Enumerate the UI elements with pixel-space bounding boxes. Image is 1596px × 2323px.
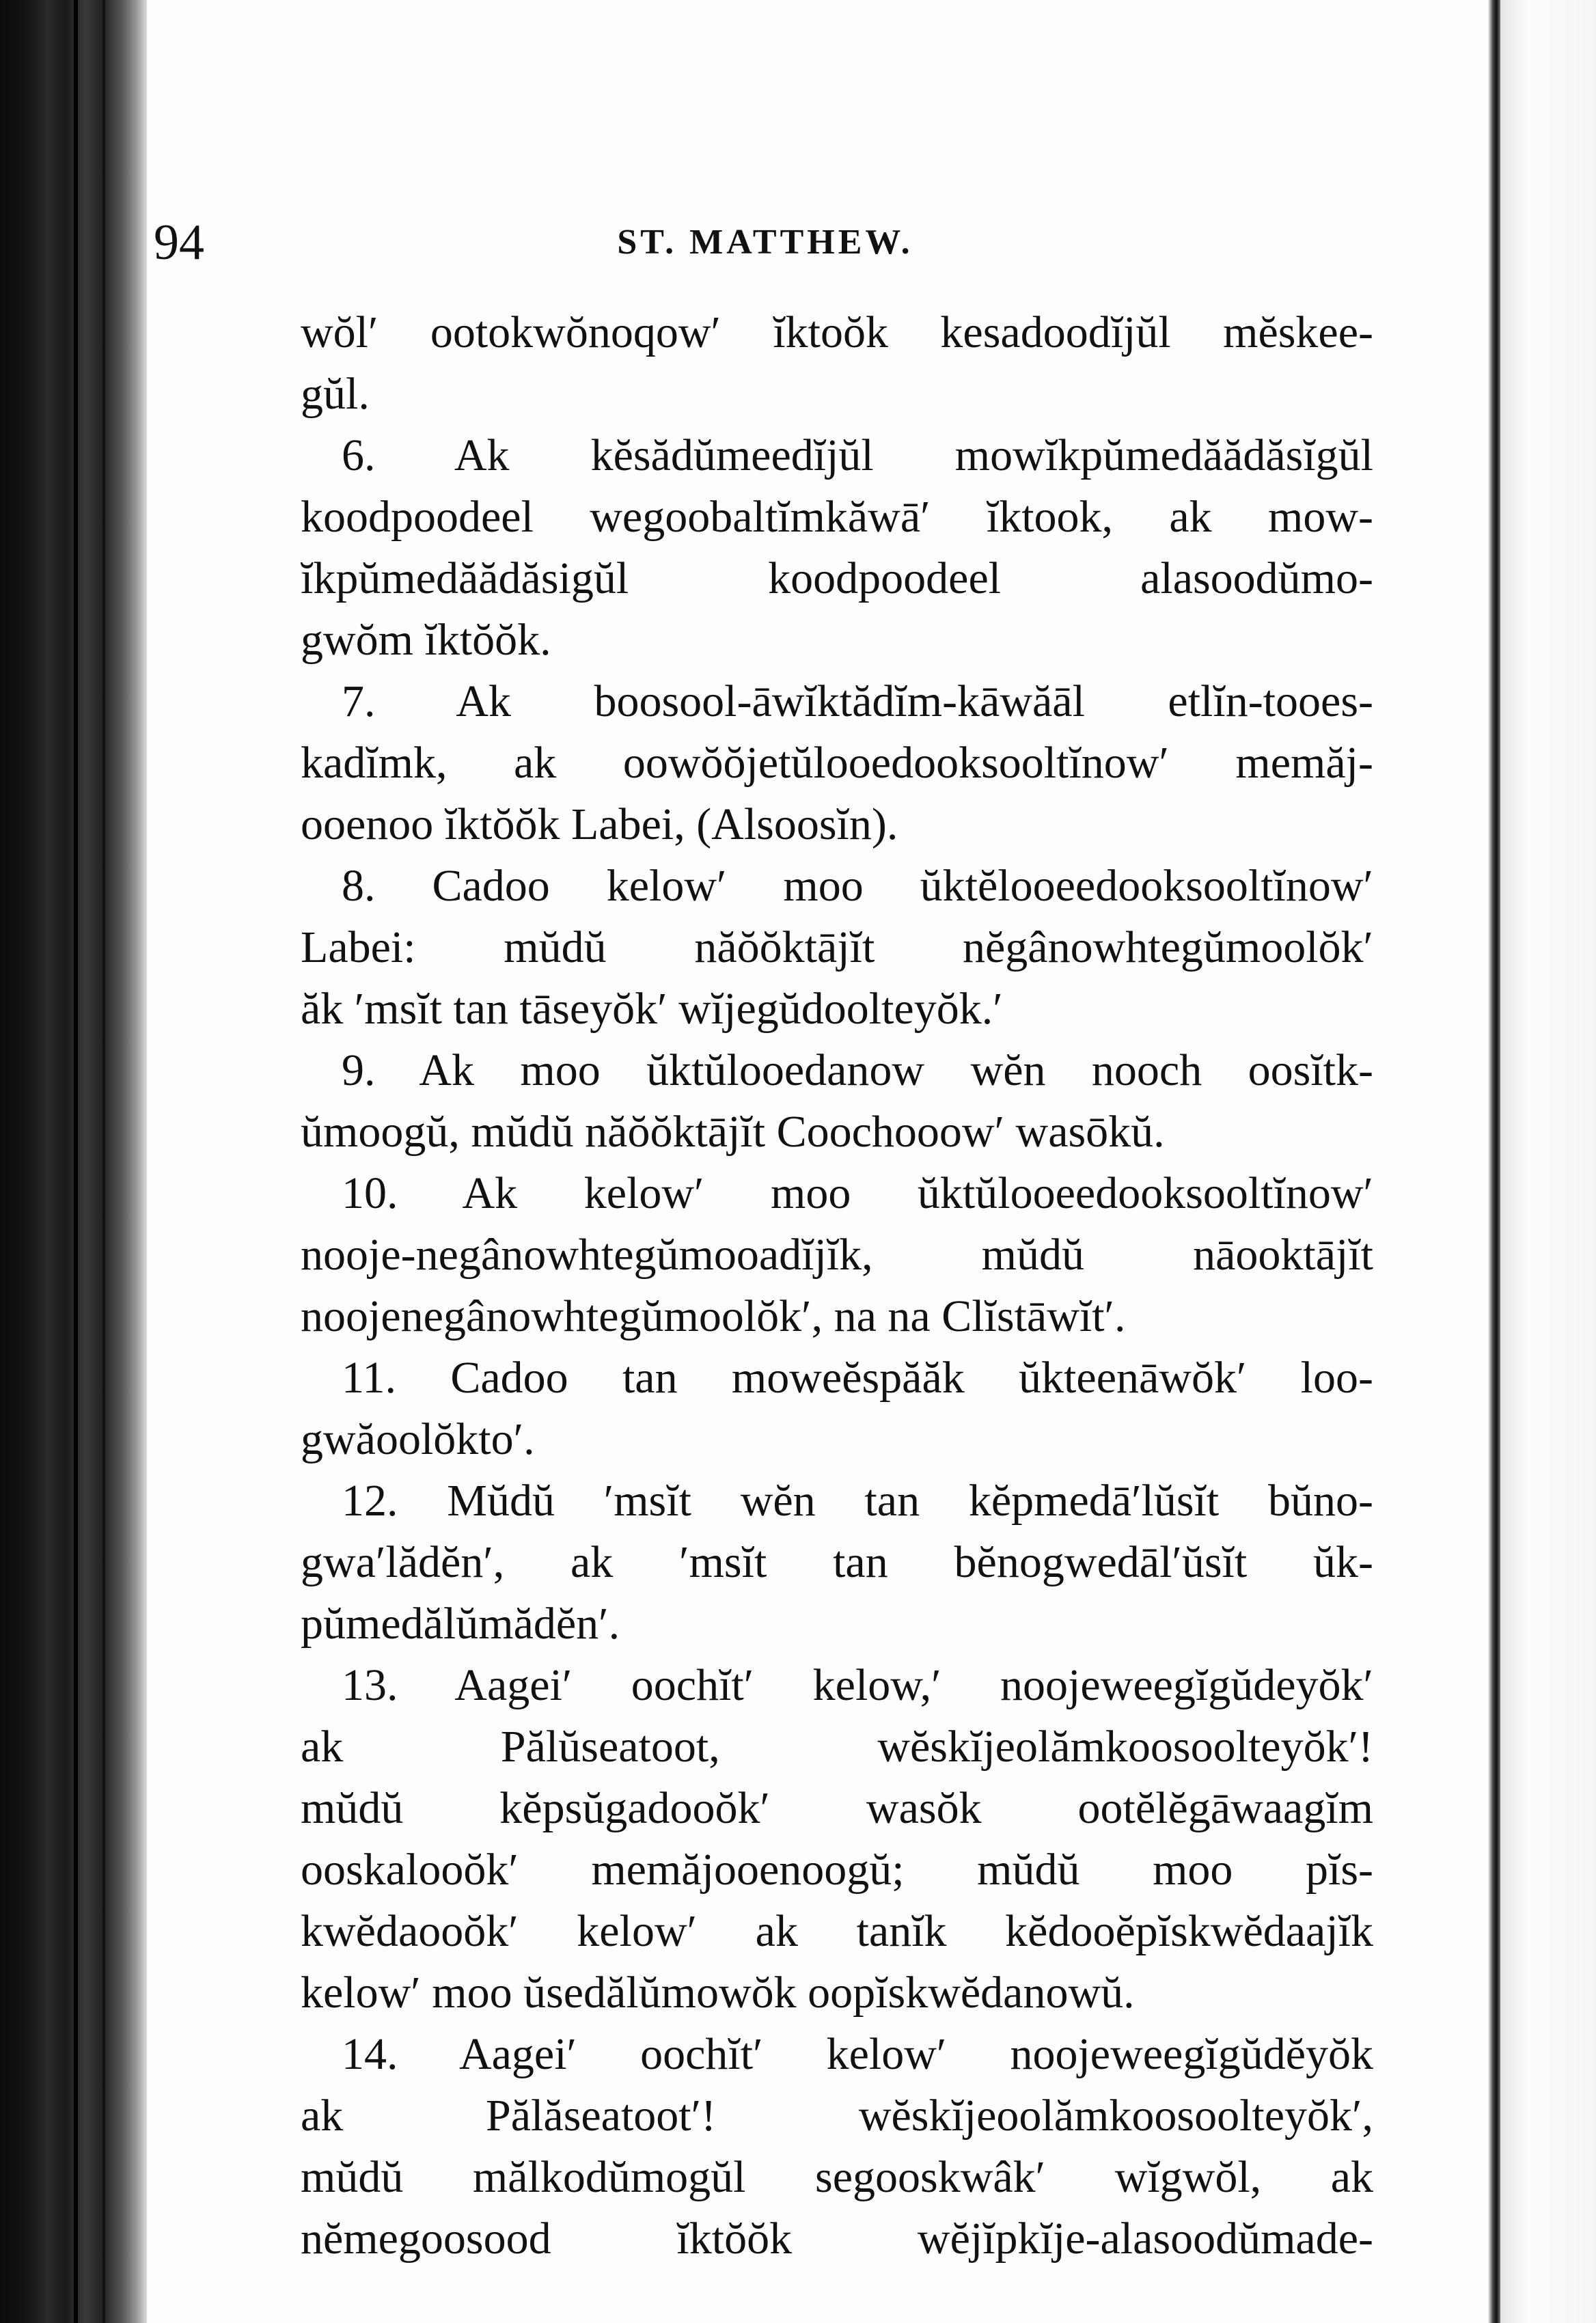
body-text [301, 302, 1373, 2270]
spine-crease-line [102, 0, 105, 2323]
text-line: 13. Aagei′ oochĭt′ kelow,′ noojeweegĭgŭdeyŏk′ [342, 1660, 1373, 1710]
page-edge-shadow [1488, 0, 1500, 2323]
text-line: ooskalooŏk′ memăjooenoogŭ; mŭdŭ moo pĭs- [301, 1845, 1373, 1895]
text-line: wŏl′ ootokwŏnoqow′ ĭktoŏk kesadoodĭjŭl mĕskee- [301, 307, 1373, 357]
text-line: gwŏm ĭktŏŏk. [301, 615, 551, 665]
text-line: 8. Cadoo kelow′ moo ŭktĕlooeedooksooltĭnow′ [342, 861, 1373, 911]
text-line: mŭdŭ mălkodŭmogŭl segooskwâk′ wĭgwŏl, ak [301, 2152, 1373, 2202]
text-line: 14. Aagei′ oochĭt′ kelow′ noojeweegĭgŭdĕyŏk [342, 2029, 1373, 2079]
text-line: 10. Ak kelow′ moo ŭktŭlooeedooksooltĭnow′ [342, 1168, 1373, 1218]
text-line: 6. Ak kĕsădŭmeedĭjŭl mowĭkpŭmedăădăsĭgŭl [342, 430, 1373, 480]
text-line: ăk ′msĭt tan tāseyŏk′ wĭjegŭdoolteyŏk.′ [301, 984, 1003, 1034]
text-line: ak Pălăseatoot′! wĕskĭjeoolămkoosoolteyŏk′, [301, 2091, 1373, 2141]
text-line: Labei: mŭdŭ năŏŏktājĭt nĕgânowhtegŭmoolŏk′ [301, 922, 1373, 972]
text-line: gwăoolŏkto′. [301, 1414, 535, 1464]
text-line: nooje-negânowhtegŭmooadĭjĭk, mŭdŭ nāooktājĭt [301, 1230, 1373, 1280]
page-number: 94 [154, 215, 204, 271]
adjacent-page [1500, 0, 1596, 2323]
spine-crease-line [74, 0, 78, 2323]
text-line: 9. Ak moo ŭktŭlooedanow wĕn nooch oosĭtk- [342, 1045, 1373, 1095]
page-header [154, 205, 1377, 280]
text-line: noojenegânowhtegŭmoolŏk′, na na Clĭstāwĭt′. [301, 1291, 1126, 1341]
text-line: mŭdŭ kĕpsŭgadooŏk′ wasŏk ootĕlĕgāwaagĭm [301, 1783, 1373, 1833]
text-line: kelow′ moo ŭsedălŭmowŏk oopĭskwĕdanowŭ. [301, 1968, 1135, 2018]
text-line: kadĭmk, ak oowŏŏjetŭlooedooksooltĭnow′ memăj- [301, 738, 1373, 788]
text-line: nĕmegoosood ĭktŏŏk wĕjĭpkĭje-alasoodŭmade- [301, 2214, 1373, 2264]
text-line: ĭkpŭmedăădăsigŭl koodpoodeel alasoodŭmo- [301, 553, 1373, 603]
text-line: koodpoodeel wegoobaltĭmkăwā′ ĭktook, ak mow- [301, 492, 1373, 542]
text-line: ŭmoogŭ, mŭdŭ năŏŏktājĭt Coochooow′ wasōkŭ. [301, 1107, 1165, 1157]
text-line: kwĕdaooŏk′ kelow′ ak tanĭk kĕdooĕpĭskwĕdaajĭk [301, 1906, 1373, 1956]
text-line: pŭmedălŭmădĕn′. [301, 1599, 620, 1649]
text-line: gwa′lădĕn′, ak ′msĭt tan bĕnogwedāl′ŭsĭt ŭk- [301, 1537, 1373, 1587]
text-line: 11. Cadoo tan moweĕspăăk ŭkteenāwŏk′ loo- [342, 1353, 1373, 1403]
text-line: ak Pălŭseatoot, wĕskĭjeolămkoosoolteyŏk′! [301, 1722, 1373, 1772]
text-line: 7. Ak boosool-āwĭktădĭm-kāwăāl etlĭn-tooes- [342, 676, 1373, 726]
text-line: ooenoo ĭktŏŏk Labei, (Alsoosĭn). [301, 799, 898, 849]
running-title: ST. MATTHEW. [617, 223, 913, 262]
text-line: gŭl. [301, 369, 370, 419]
text-line: 12. Mŭdŭ ′msĭt wĕn tan kĕpmedā′lŭsĭt bŭno- [342, 1476, 1373, 1526]
